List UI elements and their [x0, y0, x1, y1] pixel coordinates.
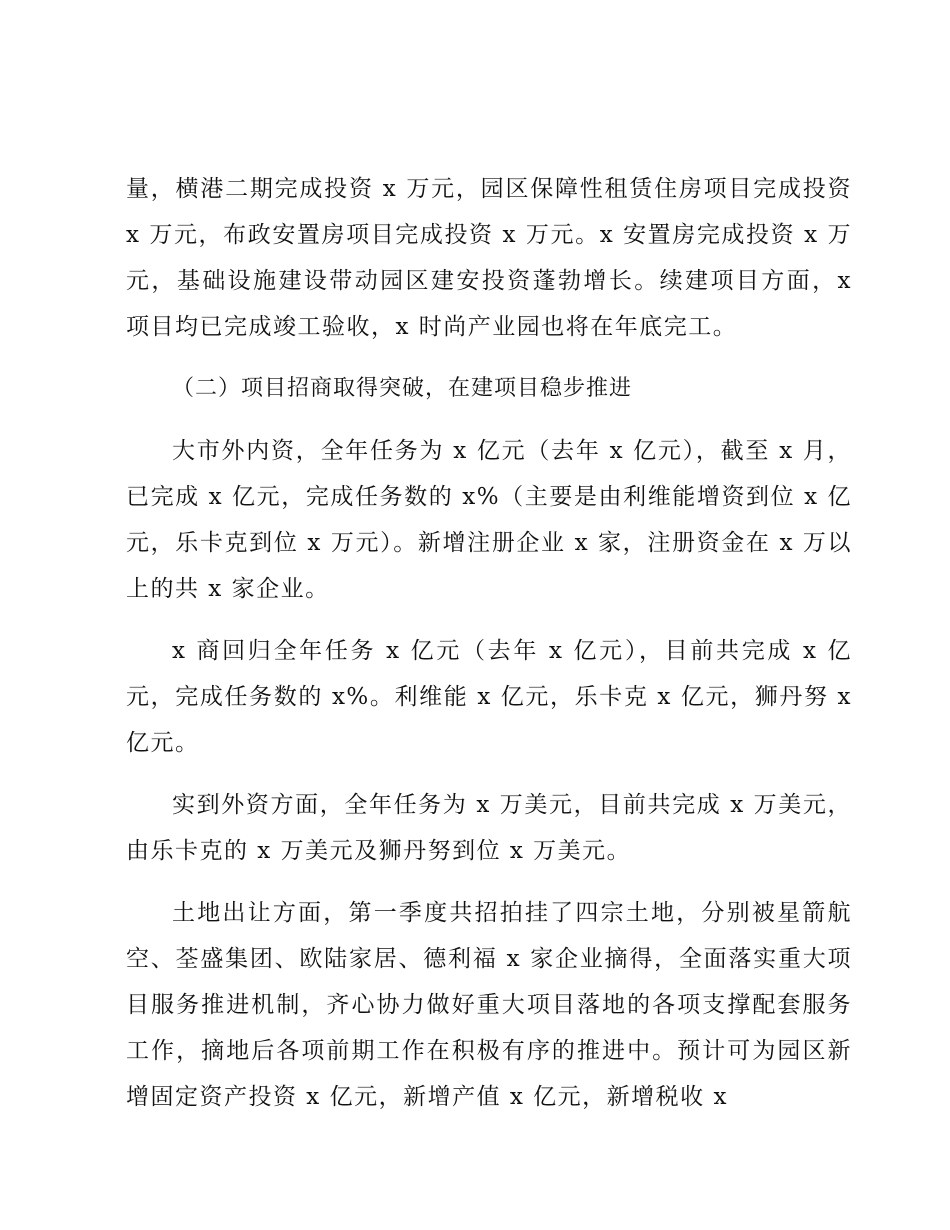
- paragraph-merchant-return: x 商回归全年任务 x 亿元（去年 x 亿元），目前共完成 x 亿元，完成任务数的 x%。利维能 x 亿元，乐卡克 x 亿元，狮丹努 x 亿元。: [126, 638, 852, 756]
- paragraph-land-transfer: 土地出让方面，第一季度共招拍挂了四宗土地，分别被星箭航空、荃盛集团、欧陆家居、德利福 x 家企业摘得，全面落实重大项目服务推进机制，齐心协力做好重大项目落地的各项支撑配套服务工作，摘地后各项前期工作在积极有序的推进中。预计可为园区新增固定资产投资 x 亿元，新增产值 x 亿元，新增税收 x: [126, 900, 852, 1110]
- paragraph-continuation: 量，横港二期完成投资 x 万元，园区保障性租赁住房项目完成投资 x 万元，布政安置房项目完成投资 x 万元。x 安置房完成投资 x 万元，基础设施建设带动园区建安投资蓬勃增长。续建项目方面，x 项目均已完成竣工验收，x 时尚产业园也将在年底完工。: [126, 176, 852, 340]
- section-heading: （二）项目招商取得突破，在建项目稳步推进: [172, 376, 633, 401]
- paragraph-foreign-investment: 实到外资方面，全年任务为 x 万美元，目前共完成 x 万美元，由乐卡克的 x 万美元及狮丹努到位 x 万美元。: [126, 792, 852, 864]
- document-body: [126, 166, 852, 1136]
- paragraph-domestic-investment: 大市外内资，全年任务为 x 亿元（去年 x 亿元），截至 x 月，已完成 x 亿元，完成任务数的 x%（主要是由利维能增资到位 x 亿元，乐卡克到位 x 万元）。新增注册企业 x 家，注册资金在 x 万以上的共 x 家企业。: [126, 438, 852, 602]
